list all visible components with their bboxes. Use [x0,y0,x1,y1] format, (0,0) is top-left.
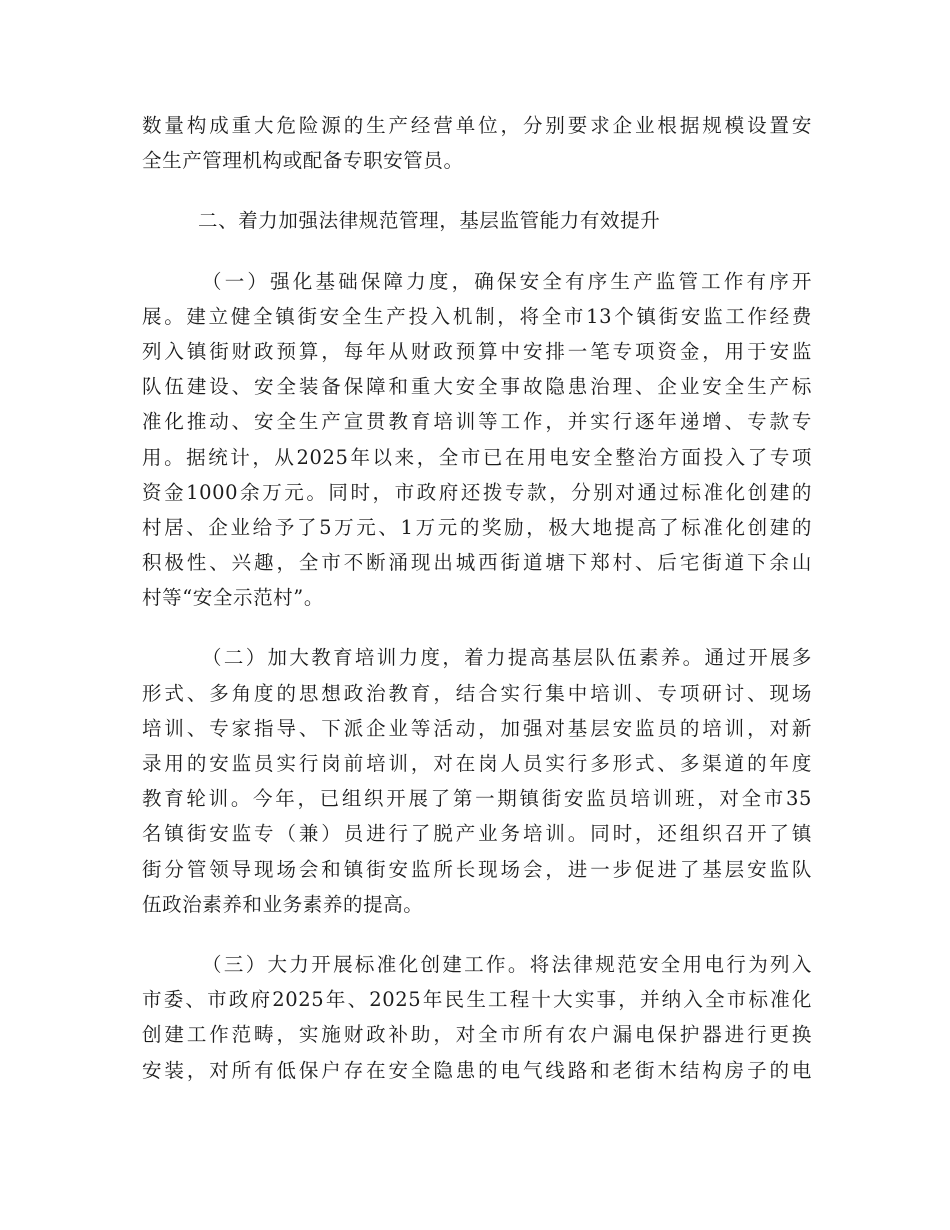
text-line: 队伍建设、安全装备保障和重大安全事故隐患治理、企业安全生产标 [142,375,812,399]
text-line: 全生产管理机构或配备专职安管员。 [142,149,464,173]
text-line: 名镇街安监专（兼）员进行了脱产业务培训。同时，还组织召开了镇 [142,822,812,846]
text-line: 展。建立健全镇街安全生产投入机制，将全市13个镇街安监工作经费 [142,304,812,328]
text-line: 市委、市政府2025年、2025年民生工程十大实事，并纳入全市标准化 [142,988,812,1012]
text-line: （一）强化基础保障力度，确保安全有序生产监管工作有序开 [202,269,812,293]
text-line: 创建工作范畴，实施财政补助，对全市所有农户漏电保护器进行更换 [142,1023,812,1047]
document-page [142,108,812,1088]
text-line: 积极性、兴趣，全市不断涌现出城西街道塘下郑村、后宅街道下余山 [142,551,812,575]
text-line: 形式、多角度的思想政治教育，结合实行集中培训、专项研讨、现场 [142,681,812,705]
text-line: 培训、专家指导、下派企业等活动，加强对基层安监员的培训，对新 [142,716,812,740]
paragraph-continuation [142,108,812,178]
text-line: 村居、企业给予了5万元、1万元的奖励，极大地提高了标准化创建的 [142,515,812,539]
text-line: （三）大力开展标准化创建工作。将法律规范安全用电行为列入 [202,952,812,976]
text-line: 列入镇街财政预算，每年从财政预算中安排一笔专项资金，用于安监 [142,339,812,363]
text-line: 录用的安监员实行岗前培训，对在岗人员实行多形式、多渠道的年度 [142,752,812,775]
text-line: 教育轮训。今年，已组织开展了第一期镇街安监员培训班，对全市35 [142,787,812,811]
text-line: 二、着力加强法律规范管理，基层监管能力有效提升 [198,209,661,233]
text-line: （二）加大教育培训力度，着力提高基层队伍素养。通过开展多 [202,646,812,670]
paragraph-subsection-2 [142,640,812,922]
text-line: 数量构成重大危险源的生产经营单位，分别要求企业根据规模设置安 [142,114,812,137]
text-line: 安装，对所有低保户存在安全隐患的电气线路和老街木结构房子的电 [142,1058,812,1082]
text-line: 资金1000余万元。同时，市政府还拨专款，分别对通过标准化创建的 [142,480,812,504]
paragraph-subsection-3 [142,947,812,1088]
text-line: 街分管领导现场会和镇街安监所长现场会，进一步促进了基层安监队 [142,857,812,881]
text-line: 村等“安全示范村”。 [142,586,324,610]
paragraph-subsection-1 [142,264,812,616]
text-line: 准化推动、安全生产宣贯教育培训等工作，并实行逐年递增、专款专 [142,410,812,434]
text-line: 伍政治素养和业务素养的提高。 [142,892,424,916]
section-heading [142,203,812,238]
text-line: 用。据统计，从2025年以来，全市已在用电安全整治方面投入了专项 [142,445,812,469]
